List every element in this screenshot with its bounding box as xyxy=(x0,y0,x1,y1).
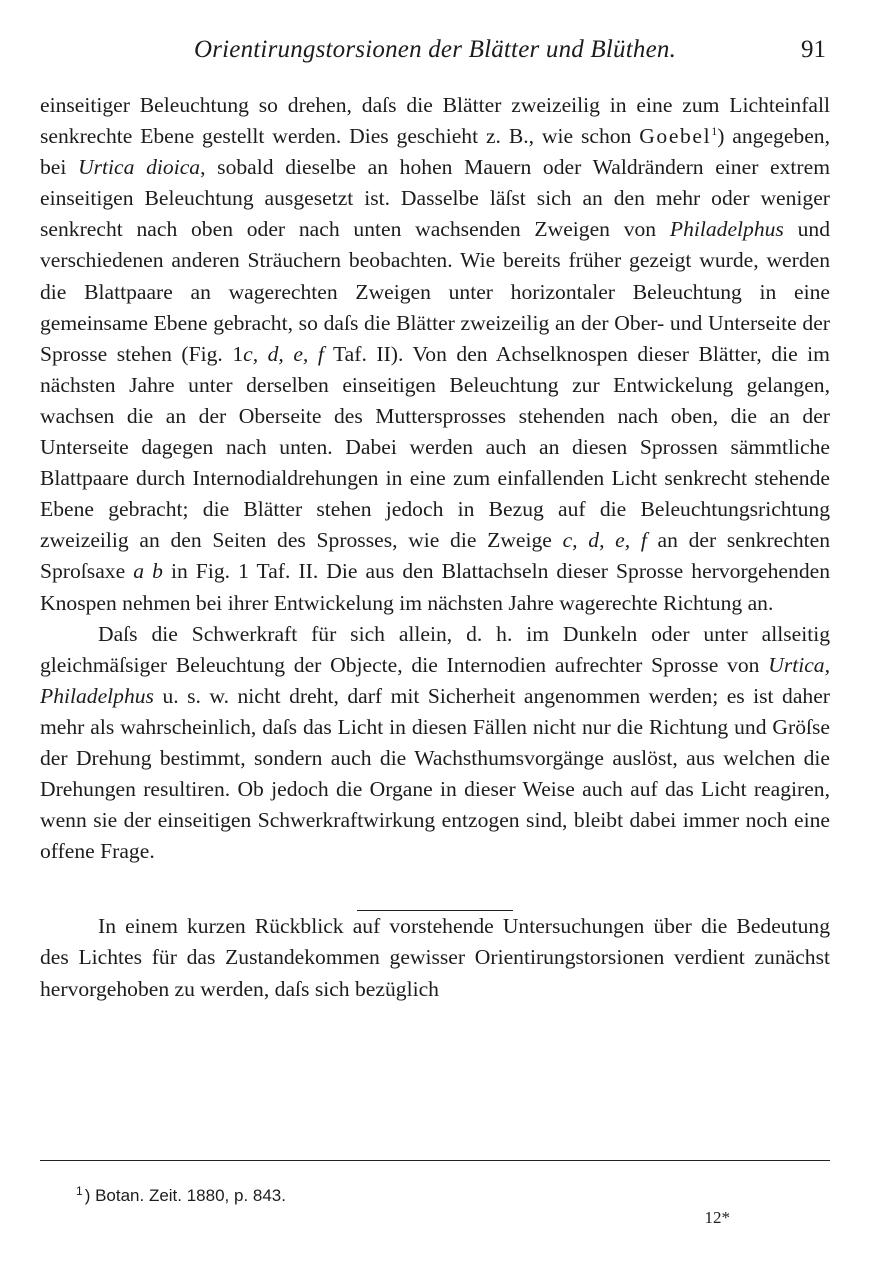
paragraph-1-text: Taf. II). Von den Achselknospen dieser Blätter, die im nächsten Jahre unter derselben einseitigen Beleuchtung zur Entwickelung gelangen, wachsen die an der Oberseite des Muttersprosses stehenden nach oben, die an der Unterseite dagegen nach unten. Dabei werden auch an diesen Sprossen sämmtliche Blattpaare durch Internodialdrehungen in eine zum einfallenden Licht senkrecht stehende Ebene gebracht; die Blätter stehen jedoch in Bezug auf die Beleuchtungsrichtung zweizeilig an den Seiten des Sprosses, wie die Zweige xyxy=(40,341,830,553)
paragraph-1-text: an der senkrechten Sproſsaxe xyxy=(40,528,830,584)
running-title: Orientirungstorsionen der Blätter und Blüthen. xyxy=(193,36,677,63)
paragraph-1-text: ) angegeben, bei xyxy=(40,124,830,180)
body-text xyxy=(40,90,830,1005)
paragraph-2-text: Daſs die Schwerkraft für sich allein, d. h. im Dunkeln oder unter allseitig gleichmäſsiger Beleuchtung der Objecte, die Internodien aufrechter Sprosse von xyxy=(40,621,830,677)
paragraph-1-text: einseitiger Beleuchtung so drehen, daſs die Blätter zweizeilig in eine zum Lichteinfall senkrechte Ebene gestellt werden. Dies geschieht z. B., wie schon xyxy=(40,93,830,149)
printer-signature: 12* xyxy=(704,1208,730,1227)
paragraph-1-text: und verschiedenen anderen Sträuchern beobachten. Wie bereits früher gezeigt wurde, werden die Blattpaare an wagerechten Zweigen unter horizontaler Beleuchtung in eine gemeinsame Ebene gebracht, so daſs die Blätter zweizeilig an der Ober- und Unterseite der Sprosse stehen (Fig. 1 xyxy=(40,217,830,366)
footnote-marker: 1 xyxy=(76,1184,83,1198)
page-number: 91 xyxy=(801,36,826,63)
branch-letters: c, d, e, f xyxy=(562,528,647,553)
paragraph-2 xyxy=(40,619,830,868)
running-head xyxy=(40,36,830,70)
paragraph-1-text: in Fig. 1 Taf. II. Die aus den Blattachseln dieser Sprosse hervorgehenden Knospen nehmen bei ihrer Entwickelung im nächsten Jahre wagerechte Richtung an. xyxy=(40,559,830,615)
book-page xyxy=(40,36,830,1246)
footnote-rule xyxy=(40,1160,830,1161)
paragraph-1-text: , sobald dieselbe an hohen Mauern oder Waldrändern einer extrem einseitigen Beleuchtung ausgesetzt ist. Dasselbe läſst sich an den mehr oder weniger senkrecht nach oben oder nach unten wachsenden Zweigen von xyxy=(40,155,831,242)
axis-label: a b xyxy=(133,559,163,584)
genus-names: Urtica, Philadelphus xyxy=(40,652,830,708)
footnote-reference: 1 xyxy=(711,124,718,139)
footnote xyxy=(76,1184,286,1206)
author-name: Goebel xyxy=(639,124,712,149)
footnote-text: ) Botan. Zeit. 1880, p. 843. xyxy=(84,1186,286,1205)
paragraph-2-text: u. s. w. nicht dreht, darf mit Sicherheit angenommen werden; es ist daher mehr als wahrscheinlich, daſs das Licht in diesen Fällen nicht nur die Richtung und Gröſse der Drehung bestimmt, sondern auch die Wachsthumsvorgänge auslöst, aus welchen die Drehungen resultiren. Ob jedoch die Organe in dieser Weise auch auf das Licht reagiren, wenn sie der einseitigen Schwerkraftwirkung entzogen sind, bleibt dabei immer noch eine offene Frage. xyxy=(40,683,830,864)
species-name: Urtica dioica xyxy=(78,155,201,180)
genus-name: Philadelphus xyxy=(669,217,784,242)
figure-letters: c, d, e, f xyxy=(243,341,324,366)
paragraph-1 xyxy=(40,90,830,619)
paragraph-3: In einem kurzen Rückblick auf vorstehende Untersuchungen über die Bedeutung des Lichtes für das Zustandekommen gewisser Orientirungstorsionen verdient zunächst hervorgehoben zu werden, daſs sich bezüglich xyxy=(40,914,830,1001)
